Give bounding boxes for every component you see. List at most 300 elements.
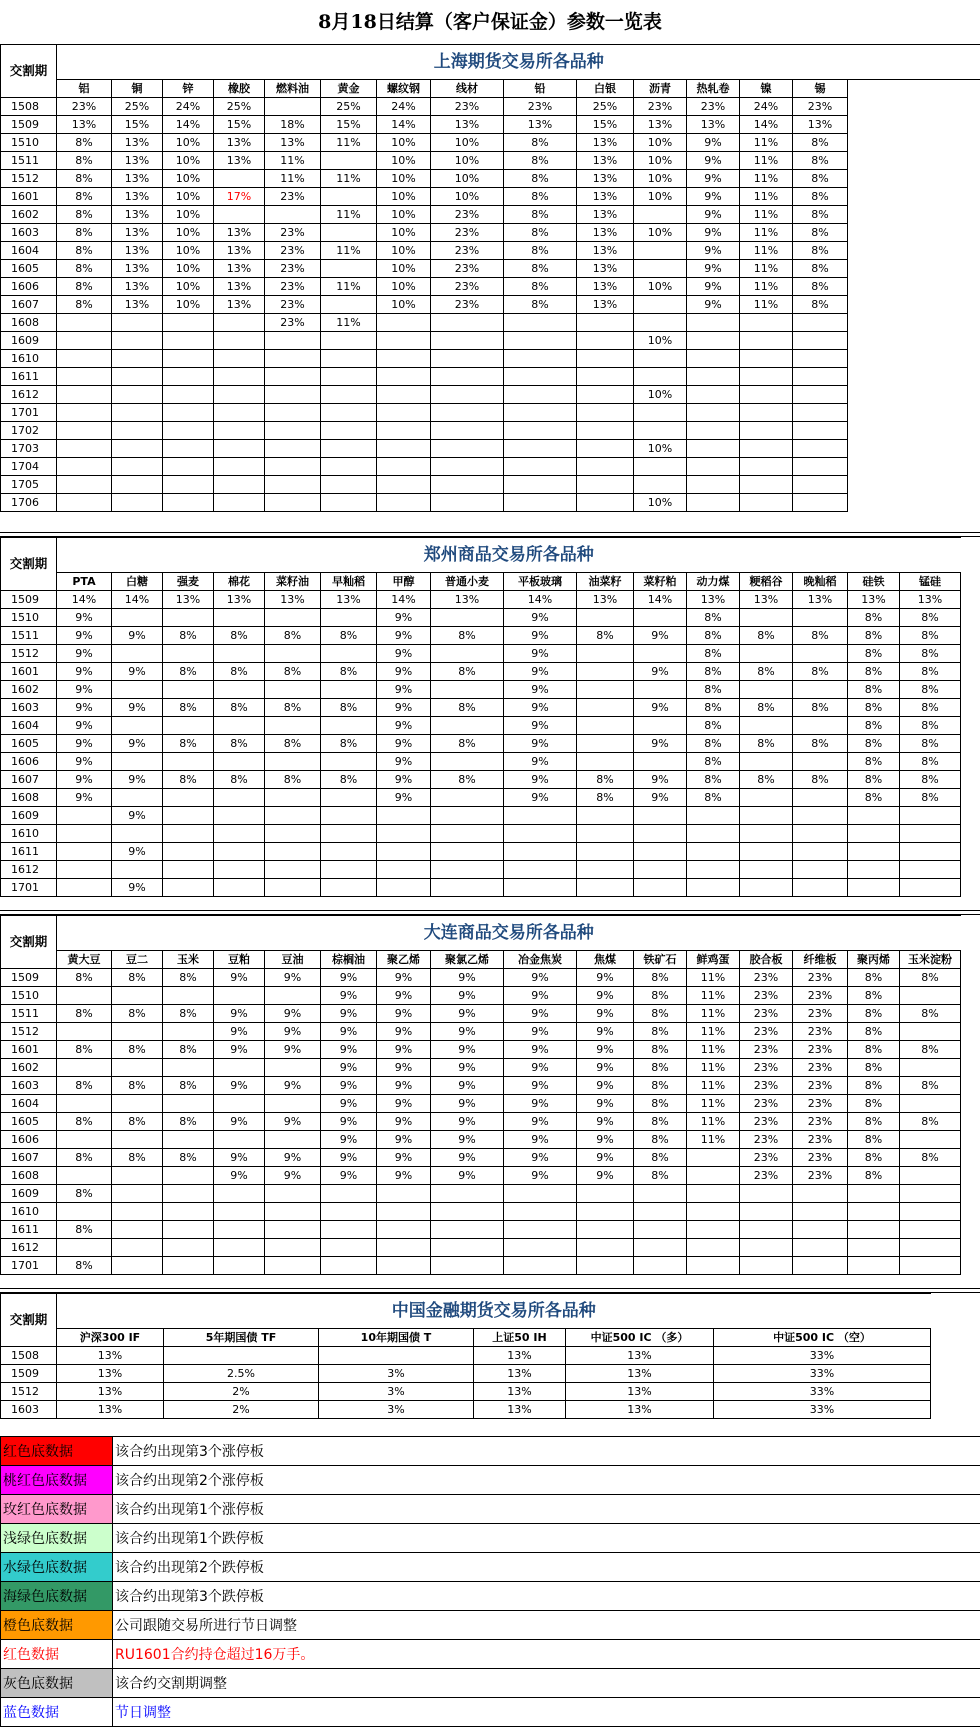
margin-cell <box>321 717 377 735</box>
margin-cell <box>57 1167 112 1185</box>
margin-cell: 8% <box>163 1041 214 1059</box>
margin-cell: 8% <box>848 1095 900 1113</box>
delivery-month: 1510 <box>1 134 57 152</box>
margin-cell <box>634 825 687 843</box>
delivery-month: 1604 <box>1 242 57 260</box>
margin-cell <box>431 440 504 458</box>
margin-cell: 9% <box>377 1077 431 1095</box>
delivery-month: 1512 <box>1 1383 57 1401</box>
margin-cell <box>687 843 740 861</box>
margin-cell <box>164 1347 319 1365</box>
margin-cell <box>900 1257 961 1275</box>
margin-cell <box>377 422 431 440</box>
margin-cell <box>900 1059 961 1077</box>
product-header: 燃料油 <box>265 80 321 98</box>
margin-cell <box>377 404 431 422</box>
margin-cell <box>577 386 634 404</box>
margin-cell <box>740 1221 793 1239</box>
margin-cell <box>321 753 377 771</box>
page-title: 8月18日结算（客户保证金）参数一览表 <box>318 11 662 33</box>
margin-cell: 8% <box>848 969 900 987</box>
margin-cell <box>321 296 377 314</box>
margin-cell: 8% <box>900 627 961 645</box>
margin-cell: 13% <box>112 206 163 224</box>
margin-cell: 10% <box>431 134 504 152</box>
margin-cell: 8% <box>900 1113 961 1131</box>
margin-cell <box>214 170 265 188</box>
margin-cell <box>577 458 634 476</box>
margin-cell: 9% <box>377 1041 431 1059</box>
margin-cell <box>900 807 961 825</box>
margin-cell <box>321 645 377 663</box>
margin-cell <box>848 1239 900 1257</box>
margin-cell <box>900 1221 961 1239</box>
margin-cell <box>848 1203 900 1221</box>
margin-cell: 13% <box>577 206 634 224</box>
table-row <box>1 368 980 386</box>
blank-cell <box>848 98 980 116</box>
delivery-month: 1603 <box>1 1077 57 1095</box>
margin-cell <box>112 1185 163 1203</box>
margin-cell: 11% <box>740 170 793 188</box>
margin-cell <box>112 1059 163 1077</box>
margin-cell: 8% <box>112 1149 163 1167</box>
margin-cell <box>634 458 687 476</box>
margin-cell <box>214 1257 265 1275</box>
margin-cell: 9% <box>577 1131 634 1149</box>
margin-cell: 2% <box>164 1383 319 1401</box>
margin-cell: 9% <box>504 771 577 789</box>
margin-cell <box>740 386 793 404</box>
margin-cell: 8% <box>214 663 265 681</box>
margin-cell: 23% <box>265 314 321 332</box>
margin-cell <box>634 1185 687 1203</box>
margin-cell <box>321 422 377 440</box>
margin-cell: 9% <box>634 663 687 681</box>
margin-cell: 9% <box>687 152 740 170</box>
table-row <box>1 609 961 627</box>
margin-cell: 8% <box>687 771 740 789</box>
margin-cell: 14% <box>163 116 214 134</box>
delivery-month: 1606 <box>1 1131 57 1149</box>
margin-cell <box>377 825 431 843</box>
margin-cell: 9% <box>377 789 431 807</box>
margin-cell: 9% <box>265 1023 321 1041</box>
margin-cell: 10% <box>163 224 214 242</box>
margin-cell <box>504 440 577 458</box>
margin-cell: 8% <box>214 699 265 717</box>
table-row <box>1 386 980 404</box>
margin-cell: 9% <box>377 663 431 681</box>
margin-cell <box>265 843 321 861</box>
margin-cell: 8% <box>793 242 848 260</box>
delivery-month: 1612 <box>1 1239 57 1257</box>
product-header: 聚乙烯 <box>377 951 431 969</box>
table-row <box>1 1149 961 1167</box>
margin-cell: 11% <box>321 314 377 332</box>
margin-cell <box>793 1203 848 1221</box>
margin-cell: 9% <box>57 627 112 645</box>
margin-cell <box>504 314 577 332</box>
margin-cell: 8% <box>900 789 961 807</box>
table-row <box>1 1185 961 1203</box>
margin-cell <box>377 807 431 825</box>
margin-cell: 8% <box>163 1077 214 1095</box>
product-header: 聚丙烯 <box>848 951 900 969</box>
delivery-month: 1611 <box>1 843 57 861</box>
margin-cell <box>112 422 163 440</box>
table-row <box>1 242 980 260</box>
margin-cell <box>740 404 793 422</box>
margin-cell <box>504 861 577 879</box>
margin-cell <box>900 1095 961 1113</box>
table-row <box>1 1113 961 1131</box>
margin-cell <box>848 807 900 825</box>
margin-cell <box>687 807 740 825</box>
blank-cell <box>848 350 980 368</box>
margin-cell: 9% <box>504 699 577 717</box>
margin-cell <box>214 422 265 440</box>
margin-cell <box>687 1239 740 1257</box>
table-row <box>1 663 961 681</box>
margin-cell: 13% <box>112 296 163 314</box>
table-row <box>1 861 961 879</box>
margin-cell: 23% <box>504 98 577 116</box>
margin-cell: 11% <box>265 152 321 170</box>
margin-cell: 8% <box>900 1005 961 1023</box>
margin-cell: 9% <box>377 969 431 987</box>
margin-cell <box>163 1059 214 1077</box>
margin-cell <box>214 350 265 368</box>
margin-cell: 9% <box>431 969 504 987</box>
margin-cell: 13% <box>214 242 265 260</box>
margin-cell <box>687 386 740 404</box>
margin-cell: 9% <box>214 1149 265 1167</box>
margin-cell: 8% <box>321 771 377 789</box>
margin-cell <box>377 368 431 386</box>
margin-cell <box>687 1221 740 1239</box>
margin-cell <box>577 843 634 861</box>
margin-cell <box>504 404 577 422</box>
delivery-month: 1603 <box>1 1401 57 1419</box>
margin-cell <box>634 422 687 440</box>
margin-cell: 8% <box>504 260 577 278</box>
margin-cell: 8% <box>57 1257 112 1275</box>
margin-cell: 13% <box>687 116 740 134</box>
margin-cell <box>431 458 504 476</box>
blank-cell <box>848 224 980 242</box>
margin-cell <box>214 1095 265 1113</box>
margin-cell <box>321 260 377 278</box>
margin-cell: 10% <box>377 188 431 206</box>
table-row <box>1 771 961 789</box>
margin-cell <box>740 825 793 843</box>
margin-cell <box>57 422 112 440</box>
blank-cell <box>848 152 980 170</box>
margin-cell <box>577 350 634 368</box>
delivery-month: 1602 <box>1 1059 57 1077</box>
margin-cell <box>740 1203 793 1221</box>
margin-cell <box>740 717 793 735</box>
margin-cell: 10% <box>634 278 687 296</box>
margin-cell: 8% <box>265 663 321 681</box>
margin-cell <box>634 314 687 332</box>
margin-cell <box>504 422 577 440</box>
table-row <box>1 1077 961 1095</box>
margin-cell: 8% <box>634 1167 687 1185</box>
margin-cell: 10% <box>377 134 431 152</box>
margin-cell: 9% <box>57 717 112 735</box>
margin-cell: 13% <box>793 591 848 609</box>
margin-cell: 10% <box>377 278 431 296</box>
margin-cell: 9% <box>214 1041 265 1059</box>
product-header: 线材 <box>431 80 504 98</box>
margin-cell: 8% <box>740 627 793 645</box>
margin-cell: 13% <box>214 134 265 152</box>
margin-cell: 8% <box>687 627 740 645</box>
delivery-month: 1701 <box>1 404 57 422</box>
margin-cell <box>740 314 793 332</box>
margin-cell: 13% <box>793 116 848 134</box>
table-row <box>1 789 961 807</box>
margin-cell: 9% <box>57 663 112 681</box>
margin-cell: 8% <box>848 987 900 1005</box>
margin-cell: 8% <box>57 969 112 987</box>
margin-cell: 9% <box>504 627 577 645</box>
margin-cell: 8% <box>900 663 961 681</box>
margin-cell <box>687 879 740 897</box>
legend-swatch-label: 灰色底数据 <box>1 1669 113 1698</box>
shfe-table <box>0 44 980 512</box>
margin-cell <box>377 843 431 861</box>
margin-cell <box>634 717 687 735</box>
product-header: 早籼稻 <box>321 573 377 591</box>
legend-swatch-label: 浅绿色底数据 <box>1 1524 113 1553</box>
margin-cell: 9% <box>504 681 577 699</box>
table-row <box>1 98 980 116</box>
margin-cell: 9% <box>504 987 577 1005</box>
margin-cell <box>504 476 577 494</box>
margin-cell: 8% <box>634 1059 687 1077</box>
delivery-month: 1612 <box>1 386 57 404</box>
margin-cell <box>377 350 431 368</box>
margin-cell <box>214 609 265 627</box>
margin-cell: 23% <box>431 242 504 260</box>
product-header-row <box>1 80 980 98</box>
margin-cell: 23% <box>793 1059 848 1077</box>
margin-cell <box>57 368 112 386</box>
table-row <box>1 879 961 897</box>
margin-cell <box>163 1185 214 1203</box>
product-header: 上证50 IH <box>474 1329 566 1347</box>
delivery-month: 1706 <box>1 494 57 512</box>
table-row <box>1 1257 961 1275</box>
margin-cell <box>377 386 431 404</box>
margin-cell <box>214 861 265 879</box>
margin-cell: 13% <box>687 591 740 609</box>
czce-table <box>0 537 961 897</box>
margin-cell: 9% <box>377 1005 431 1023</box>
margin-cell: 23% <box>793 969 848 987</box>
margin-cell: 8% <box>793 260 848 278</box>
margin-cell <box>163 681 214 699</box>
table-row <box>1 735 961 753</box>
margin-cell <box>577 861 634 879</box>
margin-cell: 13% <box>474 1383 566 1401</box>
margin-cell: 13% <box>577 242 634 260</box>
margin-cell: 10% <box>634 332 687 350</box>
margin-cell: 13% <box>112 242 163 260</box>
legend-description: 公司跟随交易所进行节日调整 <box>113 1611 980 1640</box>
margin-cell <box>848 861 900 879</box>
margin-cell: 8% <box>634 987 687 1005</box>
margin-cell: 23% <box>57 98 112 116</box>
margin-cell: 9% <box>687 206 740 224</box>
margin-cell: 8% <box>900 717 961 735</box>
margin-cell <box>112 1257 163 1275</box>
margin-cell <box>163 1095 214 1113</box>
margin-cell <box>687 1149 740 1167</box>
table-row <box>1 350 980 368</box>
margin-cell <box>112 861 163 879</box>
product-header: 胶合板 <box>740 951 793 969</box>
margin-cell <box>577 807 634 825</box>
margin-cell: 9% <box>431 1149 504 1167</box>
margin-cell: 8% <box>163 969 214 987</box>
delivery-month: 1509 <box>1 969 57 987</box>
margin-cell: 13% <box>214 296 265 314</box>
product-header: 玉米淀粉 <box>900 951 961 969</box>
product-header-row <box>1 573 961 591</box>
margin-cell: 23% <box>740 969 793 987</box>
margin-cell <box>793 476 848 494</box>
margin-cell: 9% <box>112 627 163 645</box>
margin-cell <box>900 879 961 897</box>
margin-cell <box>577 645 634 663</box>
margin-cell <box>431 825 504 843</box>
margin-cell <box>848 1221 900 1239</box>
margin-cell <box>112 825 163 843</box>
margin-cell: 9% <box>265 1041 321 1059</box>
margin-cell: 3% <box>319 1365 474 1383</box>
table-row <box>1 753 961 771</box>
margin-cell: 15% <box>112 116 163 134</box>
delivery-month: 1601 <box>1 188 57 206</box>
margin-cell: 9% <box>265 1005 321 1023</box>
margin-cell <box>504 1239 577 1257</box>
margin-cell: 9% <box>377 771 431 789</box>
corner-label: 交割期 <box>1 538 57 591</box>
margin-cell <box>740 609 793 627</box>
table-row <box>1 1347 931 1365</box>
margin-cell: 10% <box>163 134 214 152</box>
margin-cell <box>740 458 793 476</box>
margin-cell: 9% <box>577 987 634 1005</box>
margin-cell: 13% <box>112 152 163 170</box>
margin-cell <box>848 1185 900 1203</box>
delivery-month: 1601 <box>1 663 57 681</box>
margin-cell: 8% <box>848 645 900 663</box>
margin-cell: 10% <box>163 278 214 296</box>
margin-cell <box>740 861 793 879</box>
margin-cell: 13% <box>112 260 163 278</box>
product-header: 白银 <box>577 80 634 98</box>
margin-cell: 10% <box>634 134 687 152</box>
margin-cell <box>900 1131 961 1149</box>
margin-cell: 9% <box>577 1041 634 1059</box>
margin-cell <box>793 440 848 458</box>
margin-cell <box>634 753 687 771</box>
margin-cell: 8% <box>634 1077 687 1095</box>
delivery-month: 1606 <box>1 753 57 771</box>
margin-cell: 9% <box>687 188 740 206</box>
margin-cell <box>214 987 265 1005</box>
margin-cell: 8% <box>163 627 214 645</box>
margin-cell <box>634 350 687 368</box>
margin-cell <box>431 789 504 807</box>
margin-cell: 8% <box>57 206 112 224</box>
table-row <box>1 116 980 134</box>
margin-cell <box>57 1239 112 1257</box>
margin-cell <box>504 1203 577 1221</box>
margin-cell: 10% <box>634 188 687 206</box>
margin-cell: 9% <box>504 663 577 681</box>
margin-cell <box>504 332 577 350</box>
margin-cell: 8% <box>793 771 848 789</box>
margin-cell <box>321 188 377 206</box>
margin-cell <box>214 404 265 422</box>
margin-cell: 23% <box>793 1077 848 1095</box>
margin-cell: 8% <box>504 134 577 152</box>
margin-cell <box>321 681 377 699</box>
margin-cell: 23% <box>265 278 321 296</box>
delivery-month: 1702 <box>1 422 57 440</box>
dce-table <box>0 915 961 1275</box>
margin-cell <box>163 386 214 404</box>
margin-cell: 3% <box>319 1383 474 1401</box>
margin-cell <box>265 1239 321 1257</box>
margin-cell: 13% <box>474 1401 566 1419</box>
margin-cell: 8% <box>577 771 634 789</box>
corner-label: 交割期 <box>1 1294 57 1347</box>
margin-cell <box>431 386 504 404</box>
product-header: 玉米 <box>163 951 214 969</box>
margin-cell <box>577 422 634 440</box>
margin-cell <box>321 879 377 897</box>
margin-cell: 23% <box>793 1041 848 1059</box>
margin-cell <box>57 1203 112 1221</box>
margin-cell <box>504 386 577 404</box>
margin-cell <box>112 1131 163 1149</box>
margin-cell <box>793 404 848 422</box>
margin-cell: 8% <box>57 278 112 296</box>
margin-cell: 9% <box>687 170 740 188</box>
margin-cell: 10% <box>431 170 504 188</box>
margin-cell <box>214 206 265 224</box>
margin-cell: 13% <box>566 1365 714 1383</box>
margin-cell: 23% <box>740 1041 793 1059</box>
margin-cell: 9% <box>577 1023 634 1041</box>
margin-cell <box>214 332 265 350</box>
margin-cell <box>265 1257 321 1275</box>
delivery-month: 1701 <box>1 1257 57 1275</box>
margin-cell <box>431 314 504 332</box>
margin-cell: 9% <box>431 987 504 1005</box>
margin-cell: 33% <box>714 1365 931 1383</box>
legend-row <box>1 1524 980 1553</box>
margin-cell: 11% <box>687 969 740 987</box>
table-row <box>1 170 980 188</box>
